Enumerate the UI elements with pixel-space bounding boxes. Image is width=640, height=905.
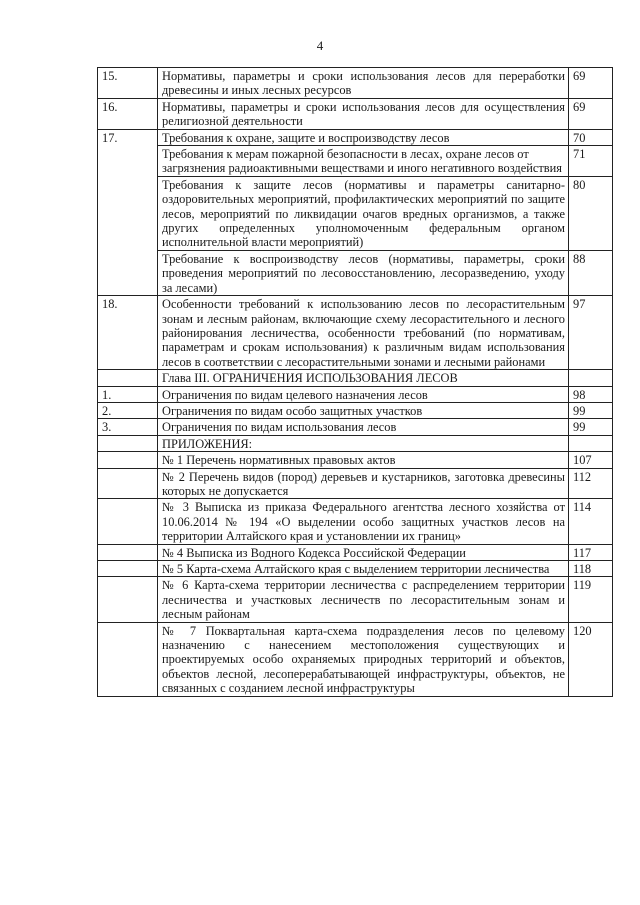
row-page: 120 (569, 622, 613, 696)
row-page: 97 (569, 296, 613, 370)
row-title: № 6 Карта-схема территории лесничества с распределением территории лесничества и участковых лесничеств по лесорастительным зонам и лесным районам (158, 577, 569, 622)
chapter-heading: Глава III. ОГРАНИЧЕНИЯ ИСПОЛЬЗОВАНИЯ ЛЕСОВ (158, 370, 569, 386)
row-number: 3. (98, 419, 158, 435)
table-row (98, 129, 613, 145)
row-number: 2. (98, 402, 158, 418)
table-row (98, 386, 613, 402)
table-row (98, 68, 613, 99)
row-number (98, 561, 158, 577)
row-title: Ограничения по видам особо защитных участков (158, 402, 569, 418)
row-page: 80 (569, 176, 613, 250)
row-page (569, 435, 613, 451)
table-row (98, 622, 613, 696)
row-page (569, 370, 613, 386)
row-number (98, 250, 158, 295)
row-number (98, 468, 158, 499)
row-page: 99 (569, 402, 613, 418)
row-title: Ограничения по видам целевого назначения лесов (158, 386, 569, 402)
row-number: 17. (98, 129, 158, 145)
row-number (98, 499, 158, 544)
table-row (98, 296, 613, 370)
table-row (98, 98, 613, 129)
row-number (98, 577, 158, 622)
row-title: Требования к охране, защите и воспроизводству лесов (158, 129, 569, 145)
table-row (98, 370, 613, 386)
row-page: 118 (569, 561, 613, 577)
table-row (98, 435, 613, 451)
row-page: 99 (569, 419, 613, 435)
appendix-heading: ПРИЛОЖЕНИЯ: (158, 435, 569, 451)
table-row (98, 468, 613, 499)
table-row (98, 499, 613, 544)
table-row (98, 577, 613, 622)
row-page: 69 (569, 98, 613, 129)
table-of-contents (97, 67, 613, 697)
row-number (98, 452, 158, 468)
row-title: Требование к воспроизводству лесов (нормативы, параметры, сроки проведения мероприятий по лесовосстановлению, лесоразведению, уходу за лесами) (158, 250, 569, 295)
row-page: 117 (569, 544, 613, 560)
row-title: Особенности требований к использованию лесов по лесорастительным зонам и лесным районам, включающие схему лесорастительного и лесного районирования лесничества, особенности требований (по нормативам, параметрам и срокам использования) к различным видам использования лесов в соответствии с лесорастительными зонами и лесными районами (158, 296, 569, 370)
row-number (98, 435, 158, 451)
row-page: 71 (569, 146, 613, 177)
row-title: № 4 Выписка из Водного Кодекса Российской Федерации (158, 544, 569, 560)
row-number (98, 622, 158, 696)
row-title: Требования к мерам пожарной безопасности в лесах, охране лесов от загрязнения радиоактивными веществами и иного негативного воздействия (158, 146, 569, 177)
row-title: № 2 Перечень видов (пород) деревьев и кустарников, заготовка древесины которых не допускается (158, 468, 569, 499)
row-number: 18. (98, 296, 158, 370)
row-title: Нормативы, параметры и сроки использования лесов для осуществления религиозной деятельности (158, 98, 569, 129)
row-page: 98 (569, 386, 613, 402)
row-title: Ограничения по видам использования лесов (158, 419, 569, 435)
table-row (98, 452, 613, 468)
row-number: 15. (98, 68, 158, 99)
row-number (98, 370, 158, 386)
row-title: № 3 Выписка из приказа Федерального агентства лесного хозяйства от 10.06.2014 № 194 «О выделении особо защитных участков лесов на территории Алтайского края и установлении их границ» (158, 499, 569, 544)
page-number: 4 (316, 38, 324, 53)
row-page: 112 (569, 468, 613, 499)
row-title: Требования к защите лесов (нормативы и параметры санитарно-оздоровительных мероприятий, профилактических мероприятий по защите лесов, мероприятий по ликвидации очагов вредных организмов, а также других определенных уполномоченным федеральным органом исполнительной власти мероприятий) (158, 176, 569, 250)
row-page: 88 (569, 250, 613, 295)
row-title: № 5 Карта-схема Алтайского края с выделением территории лесничества (158, 561, 569, 577)
table-row (98, 544, 613, 560)
table-row (98, 419, 613, 435)
row-number (98, 544, 158, 560)
row-number: 16. (98, 98, 158, 129)
table-row (98, 176, 613, 250)
row-page: 107 (569, 452, 613, 468)
row-page: 69 (569, 68, 613, 99)
row-number (98, 176, 158, 250)
table-row (98, 146, 613, 177)
row-number (98, 146, 158, 177)
row-title: № 1 Перечень нормативных правовых актов (158, 452, 569, 468)
row-page: 119 (569, 577, 613, 622)
row-number: 1. (98, 386, 158, 402)
row-title: № 7 Поквартальная карта-схема подразделения лесов по целевому назначению с нанесением местоположения существующих и проектируемых особо охраняемых природных территорий и объектов, объектов лесной, лесоперерабатывающей инфраструктуры, объектов, не связанных с созданием лесной инфраструктуры (158, 622, 569, 696)
row-title: Нормативы, параметры и сроки использования лесов для переработки древесины и иных лесных ресурсов (158, 68, 569, 99)
table-row (98, 402, 613, 418)
table-row (98, 561, 613, 577)
row-page: 114 (569, 499, 613, 544)
table-row (98, 250, 613, 295)
row-page: 70 (569, 129, 613, 145)
